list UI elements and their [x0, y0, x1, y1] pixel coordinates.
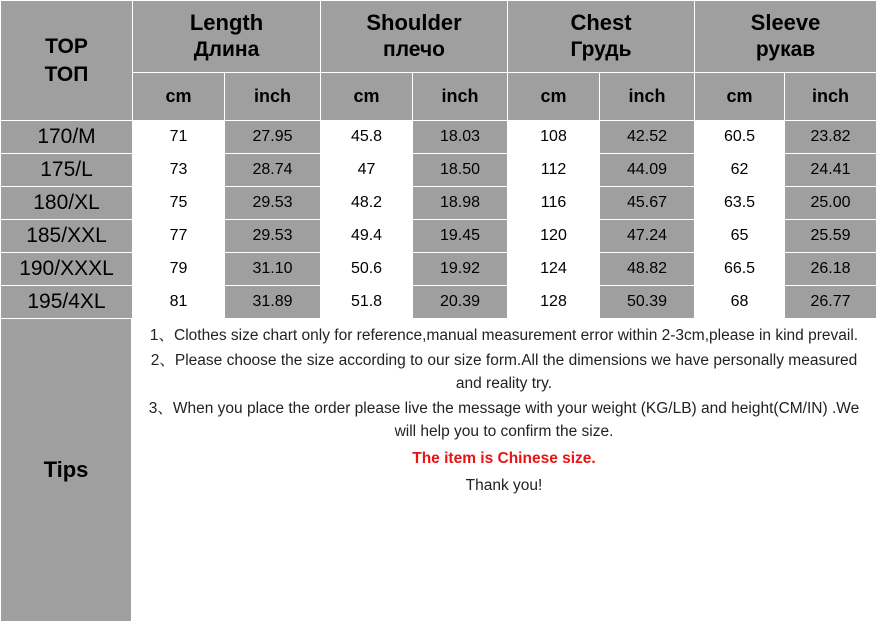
row-size-label: 170/M: [1, 121, 133, 154]
cell-length-inch: 29.53: [225, 187, 321, 220]
cell-length-cm: 75: [133, 187, 225, 220]
table-row: [1, 253, 876, 286]
group-header-sleeve-line2: рукав: [755, 38, 816, 62]
cell-shoulder-inch: 18.03: [413, 121, 508, 154]
cell-sleeve-cm: 60.5: [695, 121, 785, 154]
table-row: [1, 121, 876, 154]
group-header-chest-line1: Chest: [570, 10, 632, 36]
cell-shoulder-cm: 45.8: [321, 121, 413, 154]
row-size-label: 180/XL: [1, 187, 133, 220]
cell-length-cm: 71: [133, 121, 225, 154]
table-row: [1, 286, 876, 319]
cell-chest-cm: 112: [508, 154, 600, 187]
cell-shoulder-cm: 50.6: [321, 253, 413, 286]
corner-header-line1: TOP: [45, 35, 88, 59]
group-header-length-line2: Длина: [193, 38, 260, 62]
cell-shoulder-cm: 51.8: [321, 286, 413, 319]
cell-shoulder-inch: 18.98: [413, 187, 508, 220]
group-header-shoulder-line2: плечо: [383, 38, 445, 62]
cell-chest-inch: 50.39: [600, 286, 695, 319]
unit-header-sleeve-inch: inch: [785, 73, 876, 121]
unit-header-chest-cm: cm: [508, 73, 600, 121]
cell-length-cm: 79: [133, 253, 225, 286]
cell-sleeve-cm: 63.5: [695, 187, 785, 220]
cell-length-inch: 31.10: [225, 253, 321, 286]
cell-length-inch: 27.95: [225, 121, 321, 154]
group-header-length: [133, 1, 321, 73]
cell-sleeve-inch: 23.82: [785, 121, 876, 154]
cell-chest-cm: 116: [508, 187, 600, 220]
cell-shoulder-inch: 18.50: [413, 154, 508, 187]
cell-chest-cm: 128: [508, 286, 600, 319]
unit-header-shoulder-cm: cm: [321, 73, 413, 121]
group-header-chest-line2: Грудь: [570, 38, 632, 62]
cell-chest-cm: 124: [508, 253, 600, 286]
cell-shoulder-cm: 49.4: [321, 220, 413, 253]
row-size-label: 190/XXXL: [1, 253, 133, 286]
cell-sleeve-inch: 26.18: [785, 253, 876, 286]
cell-sleeve-inch: 24.41: [785, 154, 876, 187]
table-header-groups: [1, 1, 876, 73]
table-row: [1, 187, 876, 220]
cell-length-inch: 29.53: [225, 220, 321, 253]
cell-length-cm: 77: [133, 220, 225, 253]
cell-sleeve-inch: 26.77: [785, 286, 876, 319]
row-size-label: 195/4XL: [1, 286, 133, 319]
group-header-length-line1: Length: [189, 10, 264, 36]
corner-header: [1, 1, 133, 121]
cell-sleeve-cm: 66.5: [695, 253, 785, 286]
cell-shoulder-inch: 19.92: [413, 253, 508, 286]
unit-header-sleeve-cm: cm: [695, 73, 785, 121]
cell-sleeve-inch: 25.00: [785, 187, 876, 220]
unit-header-length-inch: inch: [225, 73, 321, 121]
cell-sleeve-cm: 68: [695, 286, 785, 319]
cell-chest-inch: 48.82: [600, 253, 695, 286]
unit-header-length-cm: cm: [133, 73, 225, 121]
group-header-chest: [508, 1, 695, 73]
cell-length-inch: 31.89: [225, 286, 321, 319]
cell-shoulder-inch: 19.45: [413, 220, 508, 253]
cell-length-cm: 73: [133, 154, 225, 187]
cell-sleeve-inch: 25.59: [785, 220, 876, 253]
cell-sleeve-cm: 65: [695, 220, 785, 253]
cell-chest-inch: 45.67: [600, 187, 695, 220]
group-header-sleeve-line1: Sleeve: [750, 10, 821, 36]
tips-highlight: The item is Chinese size.: [412, 450, 596, 468]
cell-chest-inch: 47.24: [600, 220, 695, 253]
cell-chest-cm: 108: [508, 121, 600, 154]
cell-shoulder-cm: 48.2: [321, 187, 413, 220]
tips-label: Tips: [0, 319, 132, 622]
table-row: [1, 220, 876, 253]
table-row: [1, 154, 876, 187]
tips-body: [132, 319, 876, 622]
corner-header-line2: ТОП: [44, 62, 89, 86]
cell-length-inch: 28.74: [225, 154, 321, 187]
unit-header-chest-inch: inch: [600, 73, 695, 121]
tips-line-3: 3、When you place the order please live the message with your weight (KG/LB) and height(CM/IN) .We will help you to confirm the size.: [148, 400, 860, 440]
table-header-units: [1, 73, 876, 121]
cell-shoulder-cm: 47: [321, 154, 413, 187]
cell-chest-cm: 120: [508, 220, 600, 253]
cell-chest-inch: 42.52: [600, 121, 695, 154]
cell-shoulder-inch: 20.39: [413, 286, 508, 319]
cell-chest-inch: 44.09: [600, 154, 695, 187]
group-header-shoulder-line1: Shoulder: [366, 10, 462, 36]
group-header-shoulder: [321, 1, 508, 73]
tips-thanks: Thank you!: [465, 476, 543, 494]
cell-length-cm: 81: [133, 286, 225, 319]
group-header-sleeve: [695, 1, 876, 73]
tips-line-2: 2、Please choose the size according to our size form.All the dimensions we have personally measured and reality try.: [150, 352, 858, 392]
unit-header-shoulder-inch: inch: [413, 73, 508, 121]
tips-line-1: 1、Clothes size chart only for reference,manual measurement error within 2-3cm,please in kind prevail.: [149, 327, 859, 344]
cell-sleeve-cm: 62: [695, 154, 785, 187]
tips-section: [0, 319, 876, 622]
row-size-label: 175/L: [1, 154, 133, 187]
row-size-label: 185/XXL: [1, 220, 133, 253]
